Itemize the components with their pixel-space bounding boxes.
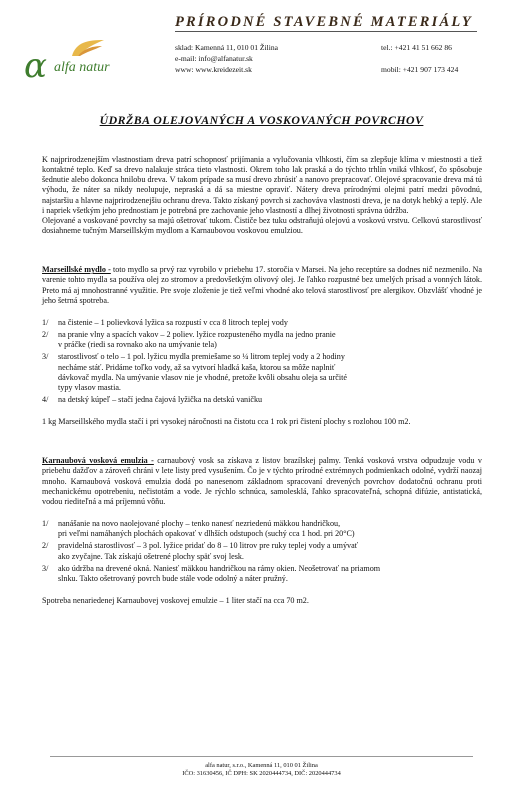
company-name: PRÍRODNÉ STAVEBNÉ MATERIÁLY bbox=[175, 14, 473, 30]
section-marseille-heading: Marseillské mydlo - bbox=[42, 265, 111, 275]
intro-paragraph-2: Olejované a voskované povrchy sa majú ošetrovať tukom. Čističe bez tuku odstraňujú olejovú a voskovú vrstvu. Celkovú starostlivosť dosiahneme tučným Marseillským mydlom a Karnaubovou voskovou emulziou. bbox=[42, 215, 482, 236]
logo-alpha-glyph: α bbox=[24, 46, 47, 86]
contact-address: sklad: Kamenná 11, 010 01 Žilina bbox=[175, 43, 279, 52]
list-item: 1/ na čistenie – 1 polievková lyžica sa rozpustí v cca 8 litroch teplej vody bbox=[42, 317, 288, 327]
section-carnauba-intro bbox=[42, 456, 482, 507]
contact-phone: tel.: +421 41 51 662 86 bbox=[381, 43, 452, 52]
document-body bbox=[42, 155, 482, 606]
contact-website[interactable]: www: www.kreidezeit.sk bbox=[175, 65, 252, 74]
list-item: 2/ pravidelná starostlivosť – 3 pol. lyžice pridať do 8 – 10 litrov pre ruky teplej vody a umývať ako zvyčajne. Tak získajú ošetrené plochy späť svoj lesk. bbox=[42, 541, 359, 561]
intro-paragraph: K najprirodzenejším vlastnostiam dreva patrí schopnosť prijímania a vylučovania vlhkosti, čím sa zlepšuje klíma v miestnosti a tiež kontaktné teplo. Keď sa drevo nalakuje stráca tieto vlastnosti. Okrem toho lak praská a do týchto trhlín vniká vlhkosť, čo spôsobuje šednutie alebo dokonca hnilobu dreva. V takom prípade sa musí drevo zbrúsiť a nanovo prepracovať. Olejové spracovanie dreva má tú výhodu, že náter sa nikdy neolupuje, nepraská a dá sa miestne opraviť. Nátery dreva prírodnými olejmi patrí medzi pôvodnú, najstaršiu a hlavne najprirodzenejšiu ochranu dreva. Takto získaný povrch si zachováva vlastnosti dreva, je na dotyk hebký a teplý. Ale i napriek všetkým jeho prednostiam je potrebná pre zachovanie jeho vlastností a dlhej životnosti správna údržba. bbox=[42, 155, 482, 215]
list-item: 3/ starostlivosť o telo – 1 pol. lyžicu mydla premiešame so ¼ litrom teplej vody a 2 hodiny necháme stáť. Pridáme toľko vody, až sa vytvorí hladká kaša, ktorou sa môže naplniť dávkovač mydla. Na umývanie vlasov nie je vhodné, pretože kvôli obsahu oleja sa určité typy vlasov mastia. bbox=[42, 352, 348, 392]
section-marseille-text: toto mydlo sa prvý raz vyrobilo v priebehu 17. storočia v Marsei. Na jeho receptúre sa dodnes nič nezmenilo. Na varenie tohto mydla sa používa olej zo stromov a predovšetkým olivový olej. Je ľahko rozpustné bez umelých prísad a vonných látok. Preto má aj mnohostranné využitie. Pre svoje zloženie je tiež veľmi vhodné ako telová starostlivosť pre alergikov. Obzvlášť vhodné je jeho šetrná spotreba. bbox=[42, 265, 482, 305]
list-item: 3/ ako údržba na drevené okná. Naniesť mäkkou handričkou na rámy okien. Neošetrovať na priamom slnku. Takto ošetrovaný povrch bude stále vode odolný a náter pružný. bbox=[42, 563, 381, 583]
section-marseille-intro bbox=[42, 265, 482, 306]
contact-email[interactable]: e-mail: info@alfanatur.sk bbox=[175, 54, 253, 63]
carnauba-consumption-note: Spotreba nenariedenej Karnaubovej voskovej emulzie – 1 liter stačí na cca 70 m2. bbox=[42, 596, 309, 605]
butterfly-icon bbox=[70, 38, 106, 58]
list-item: 4/ na detský kúpeľ – stačí jedna čajová lyžička na detskú vaničku bbox=[42, 394, 263, 404]
footer-divider bbox=[50, 756, 473, 757]
list-item: 1/ nanášanie na novo naolejované plochy – tenko nanesť nezriedenú mäkkou handričkou, pri veľmi namáhaných plochách opakovať v dlhších odstupoch (suchý cca 1 hod. pri 20°C) bbox=[42, 519, 355, 539]
contact-right bbox=[381, 42, 458, 75]
contact-blank bbox=[381, 53, 458, 64]
contact-mobile: mobil: +421 907 173 424 bbox=[381, 65, 459, 74]
contact-left bbox=[175, 42, 278, 75]
marseille-consumption-note: 1 kg Marseillského mydla stačí i pri vysokej náročnosti na čistotu cca 1 rok pri čistení plochy s rozlohou 100 m2. bbox=[42, 417, 411, 427]
footer-address: alfa natur, s.r.o., Kamenná 11, 010 01 Žilina bbox=[205, 762, 318, 769]
page-footer bbox=[0, 762, 523, 779]
carnauba-usage-list bbox=[42, 519, 482, 584]
section-carnauba-heading: Karnaubová vosková emulzia - bbox=[42, 456, 154, 466]
header-divider bbox=[175, 31, 477, 32]
marseille-usage-list bbox=[42, 318, 482, 405]
logo-text: alfa natur bbox=[54, 60, 110, 75]
section-carnauba-text: carnaubový vosk sa získava z listov brazílskej palmy. Tenká vosková vrstva odpudzuje vodu v priebehu dažďov a zároveň chráni v lete listy pred vysušením. Čo je v týchto prírodné extrémnych podmienkach odolné, vydrží naozaj mnoho. Karnaubová vosková emulzia dodá po nanesenom základnom spracovaní drevených povrchov dodatočnú ochranu proti mechanickému opotrebeniu, nečistotám a vode. Je rýchlo schnúca, samolesklá, ľahko spracovateľná, schopná difúzie, antistatická, vodou riediteľná a má príjemnú vôňu. bbox=[42, 456, 482, 506]
company-logo bbox=[24, 36, 136, 88]
page-title: ÚDRŽBA OLEJOVANÝCH A VOSKOVANÝCH POVRCHOV bbox=[99, 113, 424, 127]
footer-registration: IČO: 31630456, IČ DPH: SK 2020444734, DIČ: 2020444734 bbox=[182, 770, 341, 778]
list-item: 2/ na pranie vlny a spacích vakov – 2 poliev. lyžice rozpusteného mydla na jedno pranie v práčke (riedi sa rovnako ako na umývanie tela) bbox=[42, 330, 336, 350]
